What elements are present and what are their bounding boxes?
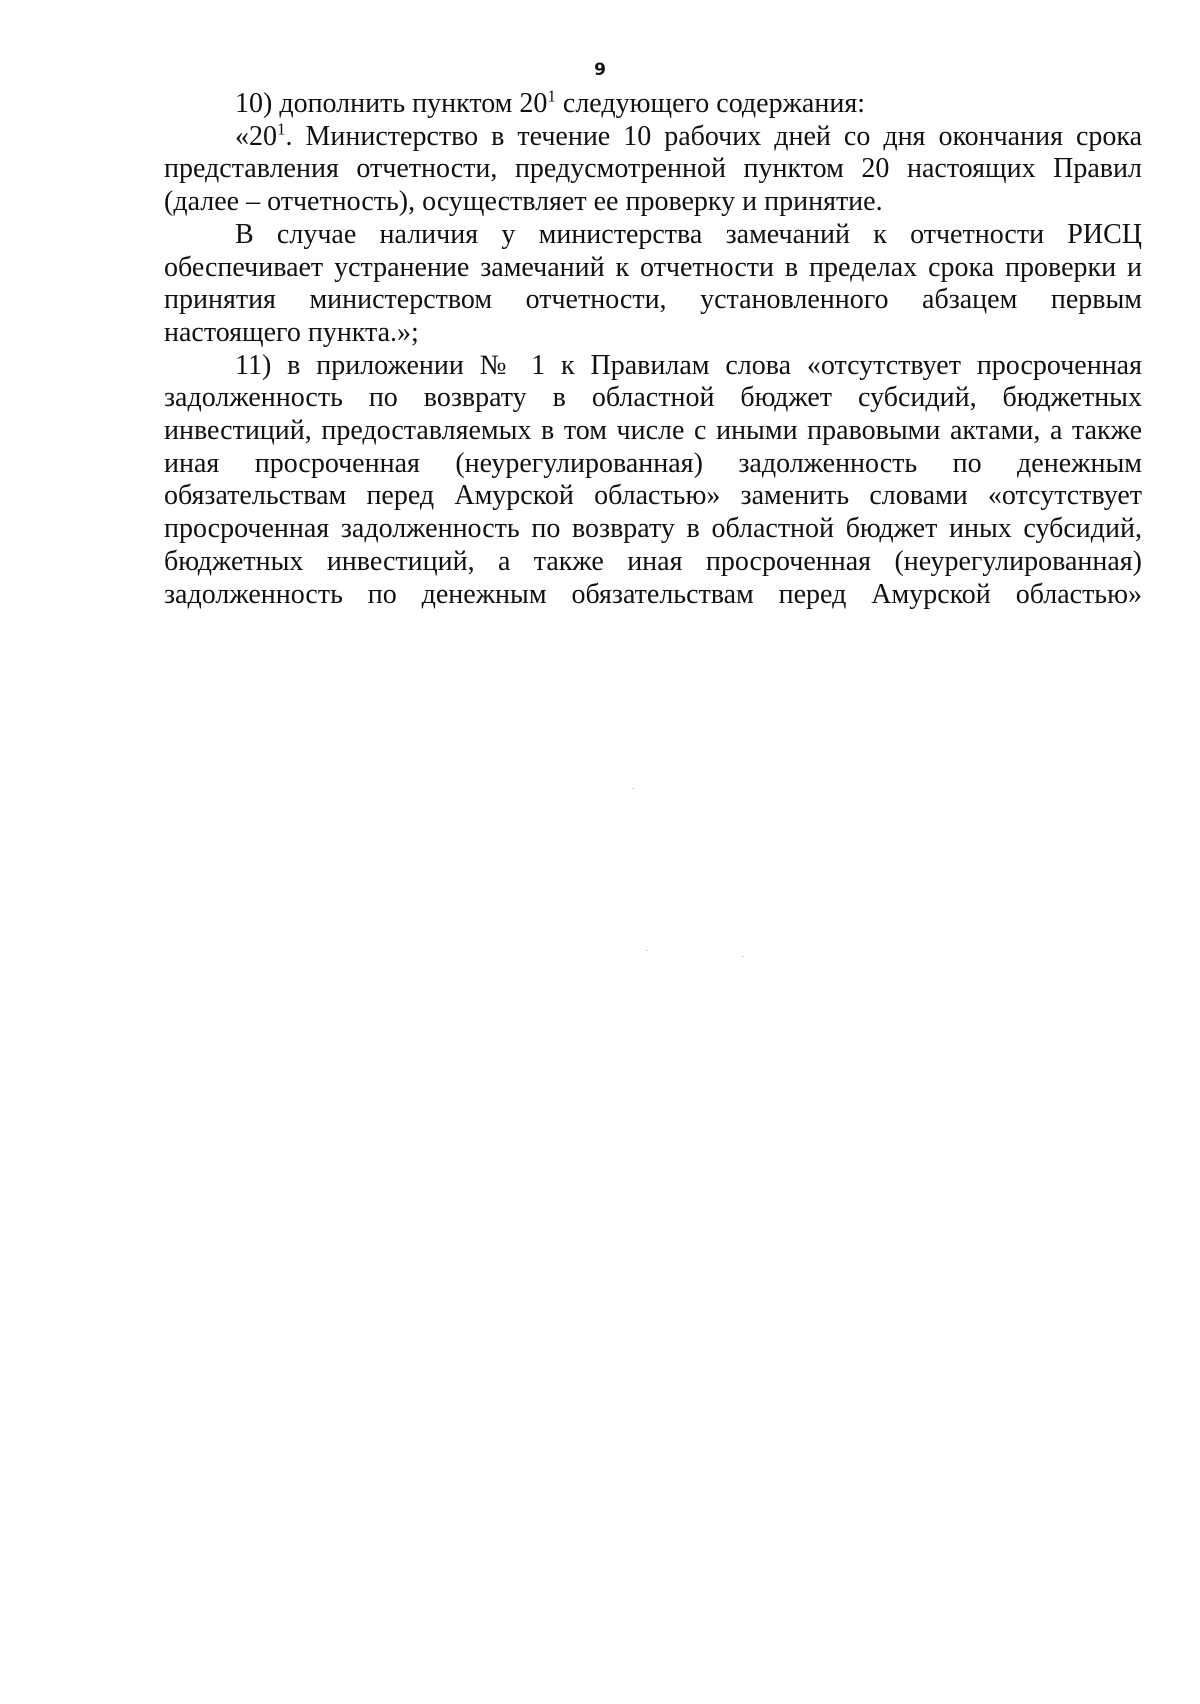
scan-speck [646, 950, 648, 951]
document-body [164, 88, 1142, 611]
scan-speck [742, 956, 744, 957]
paragraph-item-10 [164, 88, 1142, 121]
quote-open: «20 [235, 120, 277, 152]
item-10-superscript: 1 [547, 86, 556, 106]
item-10-tail: следующего содержания: [555, 88, 865, 119]
quote-superscript: 1 [277, 119, 286, 139]
item-10-lead: 10) дополнить пунктом 20 [235, 88, 548, 119]
item-11-text: 11) в приложении № 1 к Правилам слова «отсутствует просроченная задолженность по возврату в областной бюджет субсидий, бюджетных инвестиций, предоставляемых в том числе с иными правовыми актами, а также иная просроченная (неурегулированная) задолженность по денежным обязательствам перед Амурской областью» заменить словами «отсутствует просроченная задолженность по возврату в областной бюджет иных субсидий, бюджетных инвестиций, а также иная просроченная (неурегулированная) задолженность по денежным обязательствам перед Амурской областью» [164, 349, 1142, 610]
quote-text: . Министерство в течение 10 рабочих дней со дня окончания срока представления отчетности, предусмотренной пунктом 20 настоящих Правил (далее – отчетность), осуществляет ее проверку и принятие. [164, 120, 1142, 218]
remarks-text: В случае наличия у министерства замечаний к отчетности РИСЦ обеспечивает устранение замечаний к отчетности в пределах срока проверки и принятия министерством отчетности, установленного абзацем первым настоящего пункта.»; [164, 218, 1142, 348]
scan-speck [632, 788, 634, 789]
paragraph-remarks [164, 219, 1142, 350]
page-number: 9 [594, 60, 606, 80]
paragraph-item-11 [164, 350, 1142, 612]
paragraph-quote-20-1 [164, 121, 1142, 219]
